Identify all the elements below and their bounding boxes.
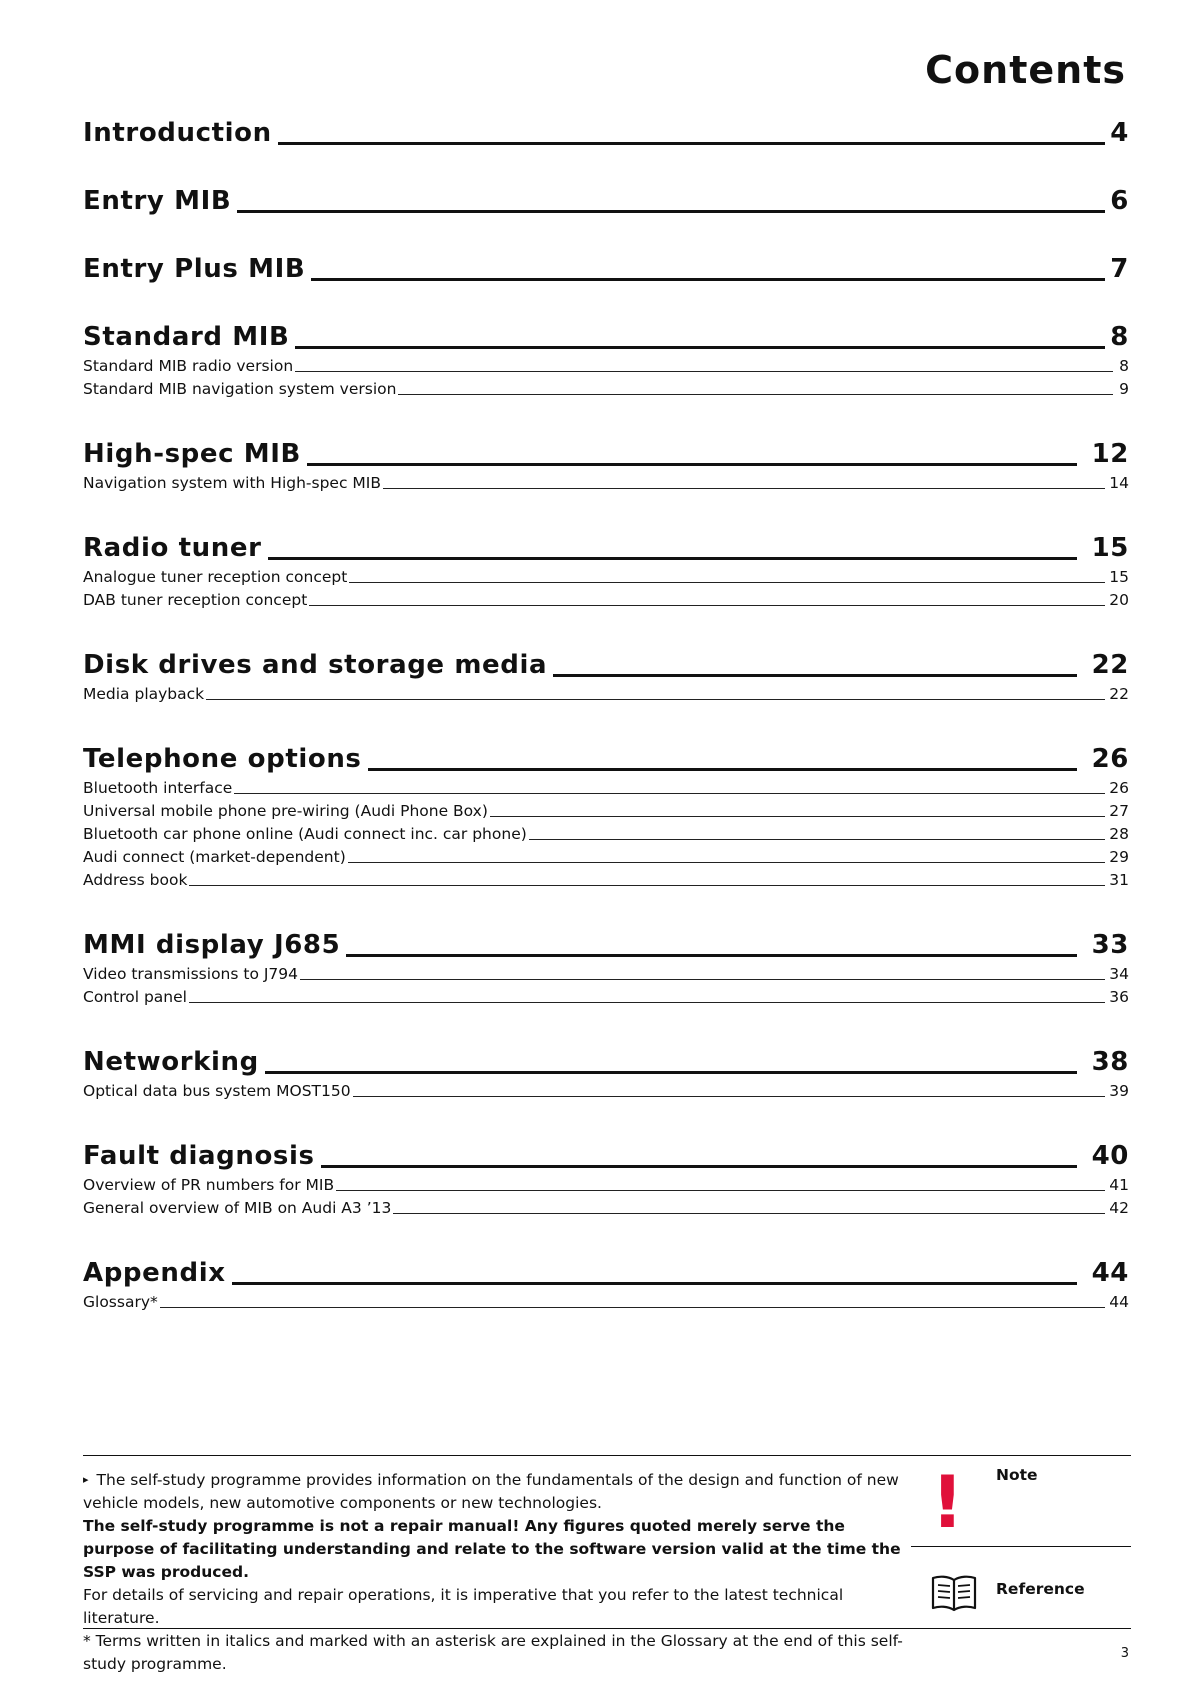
- toc-chapter[interactable]: [83, 1047, 1129, 1077]
- leader-line: [553, 674, 1077, 677]
- subentry-title: Glossary*: [83, 1293, 158, 1311]
- subentry-page: 44: [1109, 1293, 1129, 1311]
- legend-sidebar: [911, 1456, 1131, 1628]
- leader-line: [309, 605, 1105, 606]
- chapter-page: 44: [1091, 1258, 1129, 1288]
- leader-line: [268, 557, 1077, 560]
- toc-chapter[interactable]: [83, 744, 1129, 774]
- leader-line: [232, 1282, 1077, 1285]
- chapter-page: 22: [1091, 650, 1129, 680]
- subentry-title: Media playback: [83, 685, 205, 703]
- subentry-title: Standard MIB navigation system version: [83, 380, 397, 398]
- toc-subentry[interactable]: [83, 777, 1129, 800]
- leader-line: [300, 979, 1105, 980]
- legend-note: [911, 1456, 1131, 1547]
- subentry-page: 34: [1109, 965, 1129, 983]
- chapter-title: Standard MIB: [83, 322, 290, 352]
- toc-subentry[interactable]: [83, 1291, 1129, 1314]
- leader-line: [265, 1071, 1077, 1074]
- chapter-title: High-spec MIB: [83, 439, 301, 469]
- leader-line: [189, 885, 1105, 886]
- subentry-title: Bluetooth car phone online (Audi connect inc. car phone): [83, 825, 527, 843]
- subentry-page: 27: [1109, 802, 1129, 820]
- toc-chapter[interactable]: [83, 186, 1129, 216]
- toc-subsections: [83, 472, 1129, 495]
- toc-chapter[interactable]: [83, 322, 1129, 352]
- leader-line: [398, 394, 1113, 395]
- subentry-page: 26: [1109, 779, 1129, 797]
- toc-section: [83, 118, 1129, 148]
- toc-subentry[interactable]: [83, 1080, 1129, 1103]
- subentry-title: DAB tuner reception concept: [83, 591, 308, 609]
- toc-section: [83, 650, 1129, 706]
- leader-line: [295, 346, 1105, 349]
- subentry-page: 42: [1109, 1199, 1129, 1217]
- chapter-title: Disk drives and storage media: [83, 650, 548, 680]
- chapter-title: Entry Plus MIB: [83, 254, 306, 284]
- toc-subentry[interactable]: [83, 869, 1129, 892]
- toc-section: [83, 322, 1129, 401]
- chapter-page: 6: [1110, 186, 1129, 216]
- toc-chapter[interactable]: [83, 930, 1129, 960]
- notes-paragraph: ▸ The self-study programme provides information on the fundamentals of the design and function of new vehicle models, new automotive components or new technologies.: [83, 1471, 899, 1512]
- subentry-page: 8: [1119, 357, 1129, 375]
- subentry-page: 15: [1109, 568, 1129, 586]
- subentry-title: Bluetooth interface: [83, 779, 233, 797]
- subentry-title: Audi connect (market-dependent): [83, 848, 346, 866]
- chapter-title: Networking: [83, 1047, 259, 1077]
- chapter-page: 40: [1091, 1141, 1129, 1171]
- chapter-page: 4: [1110, 118, 1129, 148]
- subentry-page: 14: [1109, 474, 1129, 492]
- toc-section: [83, 254, 1129, 284]
- leader-line: [206, 699, 1105, 700]
- toc-subsections: [83, 777, 1129, 892]
- subentry-page: 28: [1109, 825, 1129, 843]
- toc-subsections: [83, 963, 1129, 1009]
- leader-line: [160, 1307, 1105, 1308]
- subentry-page: 20: [1109, 591, 1129, 609]
- leader-line: [237, 210, 1105, 213]
- reference-label: Reference: [996, 1580, 1085, 1598]
- toc-subsections: [83, 1174, 1129, 1220]
- toc-section: [83, 744, 1129, 892]
- subentry-page: 39: [1109, 1082, 1129, 1100]
- toc-chapter[interactable]: [83, 118, 1129, 148]
- subentry-title: Video transmissions to J794: [83, 965, 299, 983]
- subentry-title: Navigation system with High-spec MIB: [83, 474, 381, 492]
- notes-paragraph: For details of servicing and repair operations, it is imperative that you refer to the latest technical literature.: [83, 1586, 844, 1627]
- leader-line: [349, 582, 1105, 583]
- toc-chapter[interactable]: [83, 254, 1129, 284]
- notes-box: [83, 1455, 1131, 1673]
- chapter-title: Appendix: [83, 1258, 226, 1288]
- toc-section: [83, 1141, 1129, 1220]
- table-of-contents: [83, 118, 1129, 1352]
- toc-subentry[interactable]: [83, 378, 1129, 401]
- toc-section: [83, 186, 1129, 216]
- toc-section: [83, 533, 1129, 612]
- toc-chapter[interactable]: [83, 439, 1129, 469]
- toc-section: [83, 1047, 1129, 1103]
- toc-subentry[interactable]: [83, 566, 1129, 589]
- legend-reference: [911, 1546, 1131, 1628]
- chapter-title: MMI display J685: [83, 930, 341, 960]
- toc-subentry[interactable]: [83, 355, 1129, 378]
- toc-subsections: [83, 355, 1129, 401]
- toc-section: [83, 930, 1129, 1009]
- toc-section: [83, 1258, 1129, 1314]
- chapter-title: Entry MIB: [83, 186, 232, 216]
- subentry-title: Overview of PR numbers for MIB: [83, 1176, 335, 1194]
- leader-line: [278, 142, 1105, 145]
- leader-line: [311, 278, 1105, 281]
- subentry-page: 29: [1109, 848, 1129, 866]
- toc-chapter[interactable]: [83, 1141, 1129, 1171]
- chapter-page: 12: [1091, 439, 1129, 469]
- toc-subentry[interactable]: [83, 986, 1129, 1009]
- toc-section: [83, 439, 1129, 495]
- leader-line: [393, 1213, 1105, 1214]
- chapter-title: Introduction: [83, 118, 272, 148]
- exclamation-icon: !: [931, 1460, 964, 1544]
- subentry-page: 36: [1109, 988, 1129, 1006]
- toc-chapter[interactable]: [83, 533, 1129, 563]
- chapter-title: Fault diagnosis: [83, 1141, 315, 1171]
- toc-subentry[interactable]: [83, 1174, 1129, 1197]
- toc-subsections: [83, 566, 1129, 612]
- leader-line: [234, 793, 1105, 794]
- leader-line: [353, 1096, 1105, 1097]
- toc-subentry[interactable]: [83, 823, 1129, 846]
- leader-line: [321, 1165, 1077, 1168]
- leader-line: [529, 839, 1105, 840]
- leader-line: [383, 488, 1105, 489]
- toc-subsections: [83, 683, 1129, 706]
- chapter-page: 7: [1110, 254, 1129, 284]
- leader-line: [368, 768, 1077, 771]
- toc-subentry[interactable]: [83, 800, 1129, 823]
- subentry-title: Standard MIB radio version: [83, 357, 294, 375]
- chapter-page: 8: [1110, 322, 1129, 352]
- toc-subentry[interactable]: [83, 846, 1129, 869]
- subentry-title: Optical data bus system MOST150: [83, 1082, 351, 1100]
- toc-subentry[interactable]: [83, 683, 1129, 706]
- toc-subentry[interactable]: [83, 963, 1129, 986]
- leader-line: [189, 1002, 1105, 1003]
- leader-line: [490, 816, 1105, 817]
- subentry-page: 31: [1109, 871, 1129, 889]
- chapter-title: Telephone options: [83, 744, 362, 774]
- notes-text: [83, 1468, 903, 1676]
- chapter-page: 15: [1091, 533, 1129, 563]
- chapter-page: 26: [1091, 744, 1129, 774]
- toc-chapter[interactable]: [83, 1258, 1129, 1288]
- chapter-page: 33: [1091, 930, 1129, 960]
- subentry-page: 9: [1119, 380, 1129, 398]
- chapter-page: 38: [1091, 1047, 1129, 1077]
- toc-subentry[interactable]: [83, 589, 1129, 612]
- subentry-title: General overview of MIB on Audi A3 ’13: [83, 1199, 392, 1217]
- notes-warning: The self-study programme is not a repair manual! Any figures quoted merely serve the purpose of facilitating understanding and relate to the software version valid at the time the SSP was produced.: [83, 1517, 901, 1581]
- leader-line: [336, 1190, 1105, 1191]
- chapter-title: Radio tuner: [83, 533, 262, 563]
- subentry-title: Control panel: [83, 988, 187, 1006]
- subentry-page: 22: [1109, 685, 1129, 703]
- toc-subentry[interactable]: [83, 472, 1129, 495]
- subentry-title: Universal mobile phone pre-wiring (Audi Phone Box): [83, 802, 488, 820]
- leader-line: [346, 954, 1077, 957]
- triangle-bullet-icon: ▸: [83, 1473, 89, 1486]
- page-title: Contents: [925, 48, 1126, 92]
- toc-chapter[interactable]: [83, 650, 1129, 680]
- toc-subsections: [83, 1080, 1129, 1103]
- note-label: Note: [996, 1466, 1038, 1484]
- subentry-title: Address book: [83, 871, 188, 889]
- leader-line: [348, 862, 1105, 863]
- subentry-title: Analogue tuner reception concept: [83, 568, 348, 586]
- subentry-page: 41: [1109, 1176, 1129, 1194]
- book-icon: [931, 1572, 977, 1612]
- toc-subentry[interactable]: [83, 1197, 1129, 1220]
- toc-subsections: [83, 1291, 1129, 1314]
- notes-paragraph: * Terms written in italics and marked with an asterisk are explained in the Glossary at the end of this self-study programme.: [83, 1632, 903, 1673]
- page-number: 3: [1120, 1646, 1129, 1661]
- leader-line: [307, 463, 1077, 466]
- leader-line: [295, 371, 1113, 372]
